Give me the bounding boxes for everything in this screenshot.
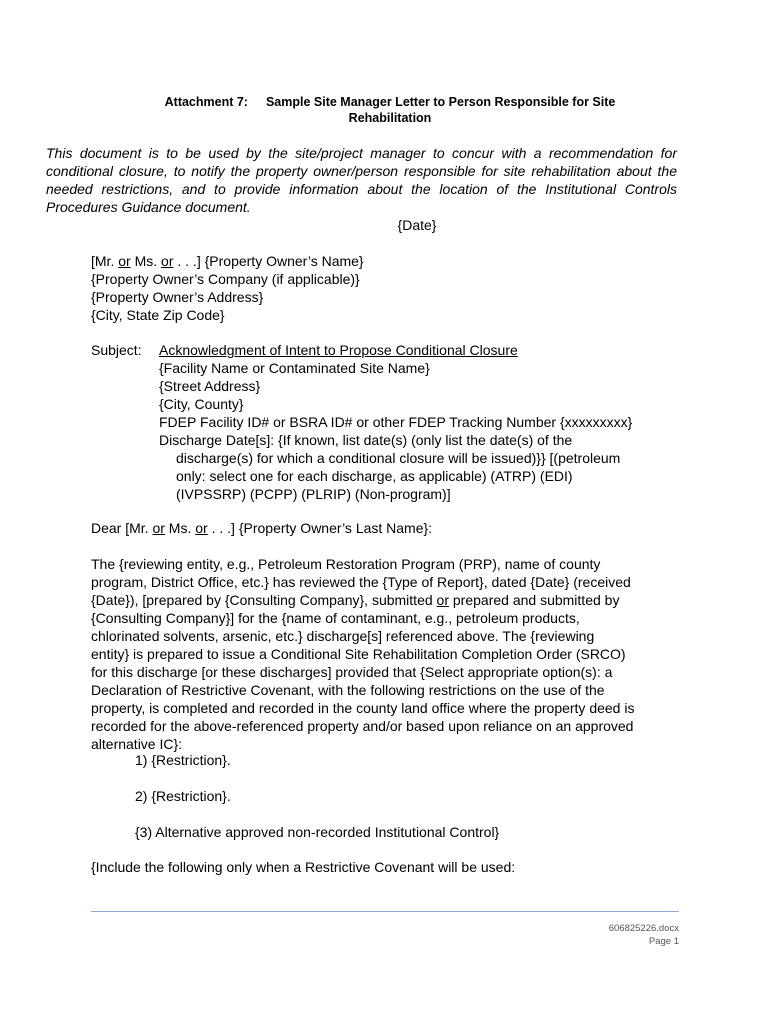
- subject-line: discharge(s) for which a conditional closure will be issued)}} [(petroleum: [176, 450, 621, 466]
- body-line: recorded for the above-referenced property and/or based upon reliance on an approved: [91, 718, 634, 734]
- body-line: {Date}), [prepared by {Consulting Company}, submitted or prepared and submitted by: [91, 592, 620, 608]
- document-title: [110, 94, 670, 126]
- subject-line: FDEP Facility ID# or BSRA ID# or other FDEP Tracking Number {xxxxxxxxx}: [159, 414, 633, 430]
- subject-line: only: select one for each discharge, as applicable) (ATRP) (EDI): [176, 468, 573, 484]
- address-line-3: {Property Owner’s Address}: [91, 289, 264, 305]
- address-line-4: {City, State Zip Code}: [91, 307, 225, 323]
- body-line: alternative IC}:: [91, 736, 183, 752]
- include-note: {Include the following only when a Restrictive Covenant will be used:: [91, 859, 516, 875]
- body-line: chlorinated solvents, arsenic, etc.} discharge[s] referenced above. The {reviewing: [91, 628, 595, 644]
- subject-line: {Street Address}: [159, 378, 261, 394]
- subject-heading: Acknowledgment of Intent to Propose Conditional Closure: [159, 342, 518, 358]
- body-line: Declaration of Restrictive Covenant, with the following restrictions on the use of the: [91, 682, 605, 698]
- subject-line: (IVPSSRP) (PCPP) (PLRIP) (Non-program)]: [176, 486, 451, 502]
- title-line-1: Sample Site Manager Letter to Person Responsible for Site: [265, 95, 616, 109]
- body-line: program, District Office, etc.} has reviewed the {Type of Report}, dated {Date} (received: [91, 574, 631, 590]
- body-paragraph: [91, 555, 681, 753]
- body-line: entity} is prepared to issue a Conditional Site Rehabilitation Completion Order (SRCO): [91, 646, 626, 662]
- title-line-2: Rehabilitation: [348, 111, 432, 125]
- date-placeholder: {Date}: [397, 217, 437, 233]
- subject-line: Discharge Date[s]: {If known, list date(s) (only list the date(s) of the: [159, 432, 573, 448]
- footer: [609, 922, 679, 948]
- restriction-item-1: 1) {Restriction}.: [135, 752, 231, 768]
- restriction-item-2: 2) {Restriction}.: [135, 788, 231, 804]
- address-block: [91, 252, 364, 324]
- attachment-label: Attachment 7:: [164, 95, 248, 109]
- footer-page-number: Page 1: [648, 936, 679, 947]
- body-line: property, is completed and recorded in the county land office where the property deed is: [91, 700, 635, 716]
- body-line: for this discharge [or these discharges] provided that {Select appropriate option(s): a: [91, 664, 613, 680]
- body-line: {Consulting Company}] for the {name of contaminant, e.g., petroleum products,: [91, 610, 580, 626]
- subject-lines: [159, 341, 699, 503]
- subject-line: {City, County}: [159, 396, 244, 412]
- subject-label: Subject:: [91, 342, 142, 358]
- subject-line: {Facility Name or Contaminated Site Name}: [159, 360, 430, 376]
- footer-divider: [91, 911, 679, 912]
- address-line-1: [Mr. or Ms. or . . .] {Property Owner’s Name}: [91, 253, 364, 269]
- address-line-2: {Property Owner’s Company (if applicable)}: [91, 271, 360, 287]
- intro-paragraph: This document is to be used by the site/project manager to concur with a recommendation for conditional closure, to notify the property owner/person responsible for site rehabilitation about the needed restrictions, and to provide information about the location of the Institutional Controls Procedures Guidance document.: [46, 145, 677, 215]
- alternative-control-item: {3) Alternative approved non-recorded Institutional Control}: [135, 824, 500, 840]
- footer-filename: 606825226.docx: [608, 923, 679, 934]
- body-line: The {reviewing entity, e.g., Petroleum Restoration Program (PRP), name of county: [91, 556, 601, 572]
- salutation: Dear [Mr. or Ms. or . . .] {Property Owner’s Last Name}:: [91, 520, 433, 536]
